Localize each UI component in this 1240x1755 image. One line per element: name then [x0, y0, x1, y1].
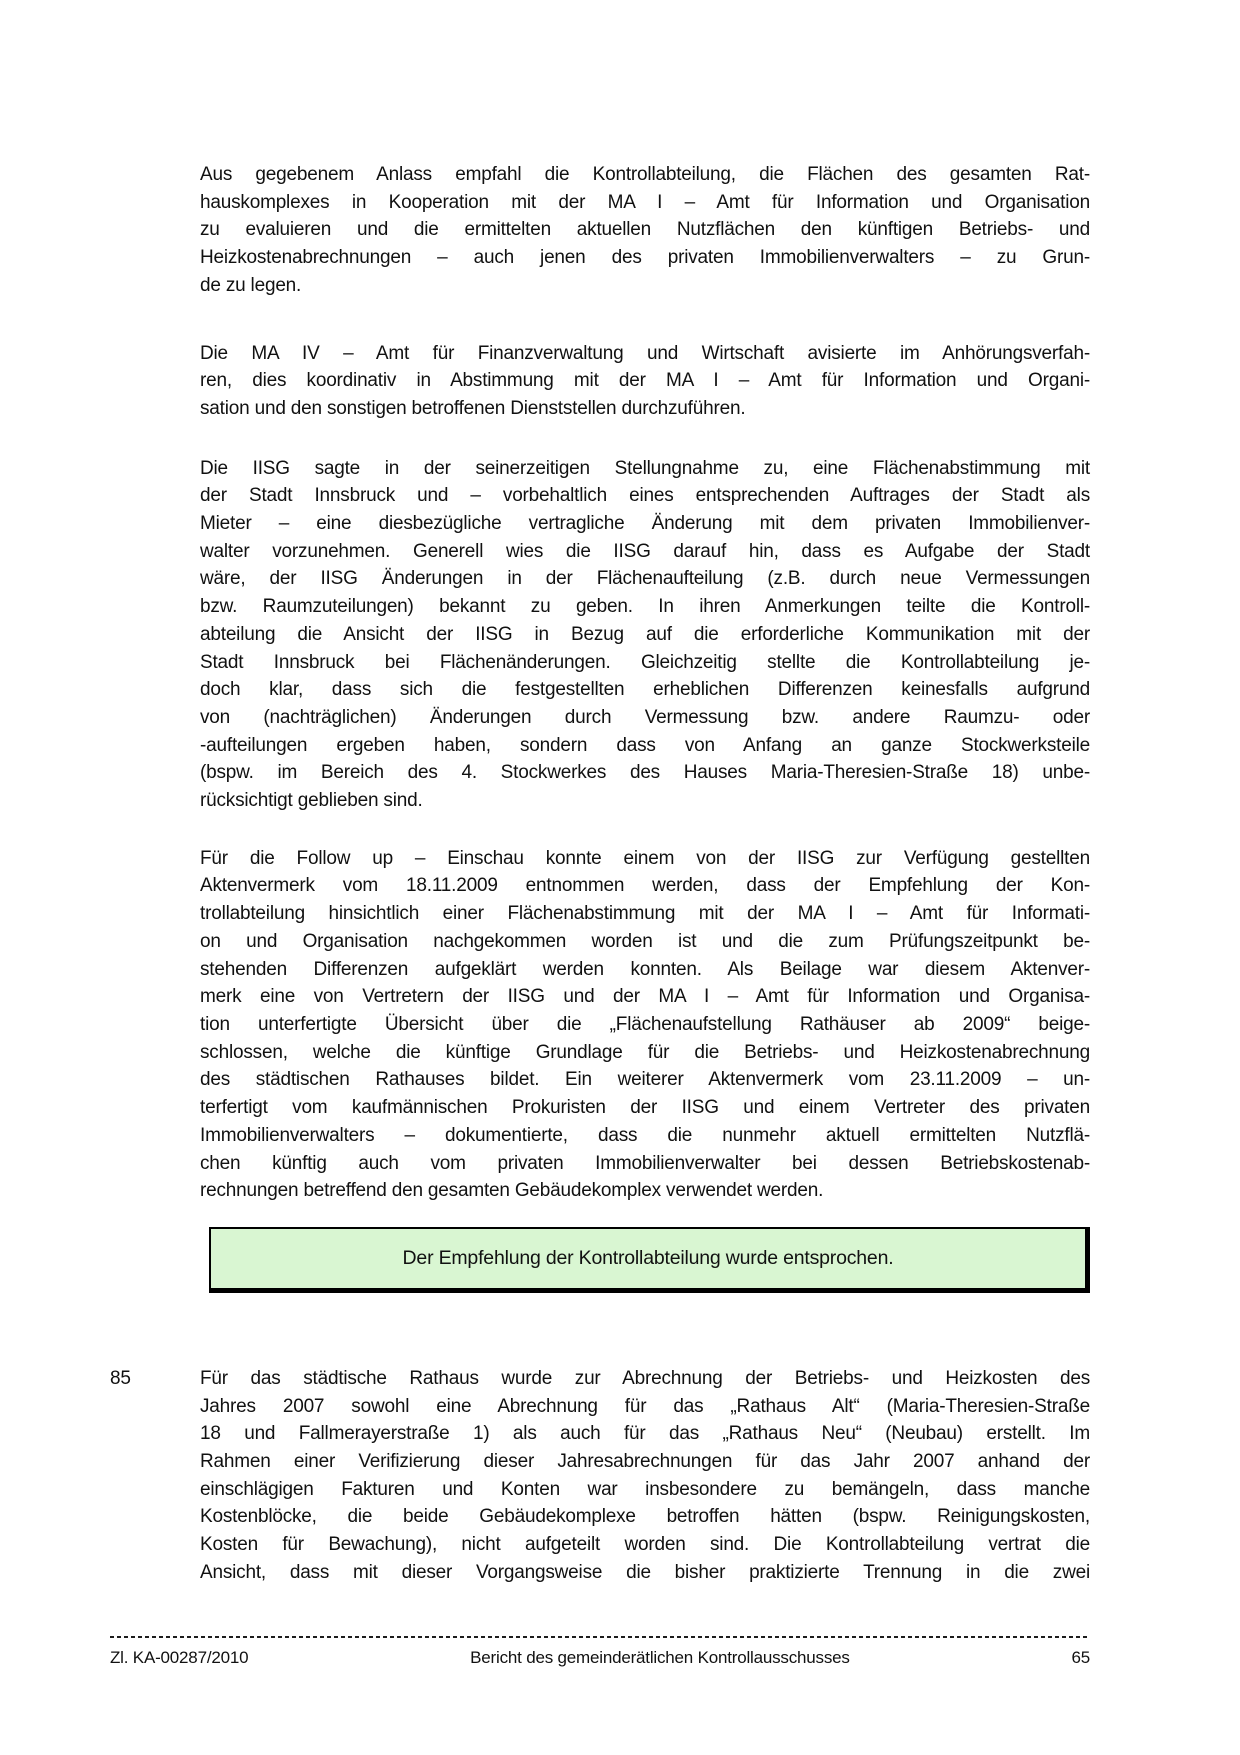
text-column — [110, 161, 1090, 1587]
paragraph — [200, 161, 1090, 300]
text-line: Heizkostenabrechnungen – auch jenen des privaten Immobilienverwalters – zu Grun- — [200, 247, 1090, 269]
text-line: (bspw. im Bereich des 4. Stockwerkes des Hauses Maria-Theresien-Straße 18) unbe- — [200, 762, 1090, 784]
text-line: einschlägigen Fakturen und Konten war insbesondere zu bemängeln, dass manche — [200, 1478, 1090, 1500]
text-line: Jahres 2007 sowohl eine Abrechnung für das „Rathaus Alt“ (Maria-Theresien-Straße — [200, 1395, 1090, 1417]
text-line: der Stadt Innsbruck und – vorbehaltlich eines entsprechenden Auftrages der Stadt als — [200, 485, 1090, 507]
text-line: hauskomplexes in Kooperation mit der MA I – Amt für Information und Organisation — [200, 191, 1090, 213]
text-line: Rahmen einer Verifizierung dieser Jahresabrechnungen für das Jahr 2007 anhand der — [200, 1451, 1090, 1473]
text-line: abteilung die Ansicht der IISG in Bezug auf die erforderliche Kommunikation mit der — [200, 623, 1090, 645]
text-line: Kostenblöcke, die beide Gebäudekomplexe betroffen hätten (bspw. Reinigungskosten, — [200, 1506, 1090, 1528]
text-line: Mieter – eine diesbezügliche vertragliche Änderung mit dem privaten Immobilienver- — [200, 513, 1090, 535]
text-line: Für das städtische Rathaus wurde zur Abrechnung der Betriebs- und Heizkosten des — [200, 1367, 1090, 1389]
text-line: von (nachträglichen) Änderungen durch Vermessung bzw. andere Raumzu- oder — [200, 706, 1090, 728]
text-line: sation und den sonstigen betroffenen Dienststellen durchzuführen. — [200, 397, 746, 419]
text-line: zu evaluieren und die ermittelten aktuellen Nutzflächen den künftigen Betriebs- und — [200, 219, 1090, 241]
footer-reference: Zl. KA-00287/2010 — [110, 1648, 249, 1667]
text-line: Ansicht, dass mit dieser Vorgangsweise die bisher praktizierte Trennung in die zwei — [200, 1561, 1090, 1583]
text-line: tion unterfertigte Übersicht über die „Flächenaufstellung Rathäuser ab 2009“ beige- — [200, 1013, 1090, 1035]
text-line: 18 und Fallmerayerstraße 1) als auch für das „Rathaus Neu“ (Neubau) erstellt. Im — [200, 1423, 1090, 1445]
text-line: on und Organisation nachgekommen worden ist und die zum Prüfungszeitpunkt be- — [200, 930, 1090, 952]
text-line: terfertigt vom kaufmännischen Prokuristen der IISG und einem Vertreter des privaten — [200, 1097, 1090, 1119]
paragraph-number: 85 — [110, 1367, 131, 1389]
numbered-paragraph — [110, 1365, 1090, 1587]
text-line: schlossen, welche die künftige Grundlage für die Betriebs- und Heizkostenabrechnung — [200, 1041, 1090, 1063]
text-line: Die IISG sagte in der seinerzeitigen Stellungnahme zu, eine Flächenabstimmung mit — [200, 457, 1090, 479]
text-line: Kosten für Bewachung), nicht aufgeteilt worden sind. Die Kontrollabteilung vertrat die — [200, 1534, 1090, 1556]
text-line: chen künftig auch vom privaten Immobilienverwalter bei dessen Betriebskostenab- — [200, 1152, 1090, 1174]
text-line: ren, dies koordinativ in Abstimmung mit der MA I – Amt für Information und Organi- — [200, 370, 1090, 392]
text-line: merk eine von Vertretern der IISG und der MA I – Amt für Information und Organisa- — [200, 986, 1090, 1008]
page-footer — [110, 1646, 1090, 1669]
footer-title: Bericht des gemeinderätlichen Kontrollausschusses — [470, 1648, 850, 1667]
recommendation-text: Der Empfehlung der Kontrollabteilung wurde entsprochen. — [402, 1246, 894, 1269]
text-line: wäre, der IISG Änderungen in der Flächenaufteilung (z.B. durch neue Vermessungen — [200, 568, 1090, 590]
text-line: Immobilienverwalters – dokumentierte, dass die nunmehr aktuell ermittelten Nutzflä- — [200, 1124, 1090, 1146]
paragraph — [200, 340, 1090, 423]
text-line: de zu legen. — [200, 274, 302, 296]
paragraph — [200, 845, 1090, 1205]
recommendation-box — [209, 1227, 1090, 1293]
text-line: Die MA IV – Amt für Finanzverwaltung und Wirtschaft avisierte im Anhörungsverfah- — [200, 342, 1090, 364]
text-line: stehenden Differenzen aufgeklärt werden konnten. Als Beilage war diesem Aktenver- — [200, 958, 1090, 980]
text-line: rücksichtigt geblieben sind. — [200, 790, 423, 812]
footer-page-number: 65 — [1071, 1648, 1090, 1667]
text-line: Stadt Innsbruck bei Flächenänderungen. Gleichzeitig stellte die Kontrollabteilung je- — [200, 651, 1090, 673]
text-line: trollabteilung hinsichtlich einer Flächenabstimmung mit der MA I – Amt für Informati- — [200, 903, 1090, 925]
text-line: des städtischen Rathauses bildet. Ein weiterer Aktenvermerk vom 23.11.2009 – un- — [200, 1069, 1090, 1091]
text-line: -aufteilungen ergeben haben, sondern dass von Anfang an ganze Stockwerksteile — [200, 734, 1090, 756]
text-line: Für die Follow up – Einschau konnte einem von der IISG zur Verfügung gestellten — [200, 847, 1090, 869]
text-line: Aktenvermerk vom 18.11.2009 entnommen werden, dass der Empfehlung der Kon- — [200, 875, 1090, 897]
paragraph — [200, 455, 1090, 815]
footer-divider — [110, 1636, 1090, 1638]
text-line: bzw. Raumzuteilungen) bekannt zu geben. In ihren Anmerkungen teilte die Kontroll- — [200, 596, 1090, 618]
text-line: doch klar, dass sich die festgestellten erheblichen Differenzen keinesfalls aufgrund — [200, 679, 1090, 701]
text-line: Aus gegebenem Anlass empfahl die Kontrollabteilung, die Flächen des gesamten Rat- — [200, 164, 1090, 185]
text-line: walter vorzunehmen. Generell wies die IISG darauf hin, dass es Aufgabe der Stadt — [200, 540, 1090, 562]
text-line: rechnungen betreffend den gesamten Gebäudekomplex verwendet werden. — [200, 1180, 824, 1202]
